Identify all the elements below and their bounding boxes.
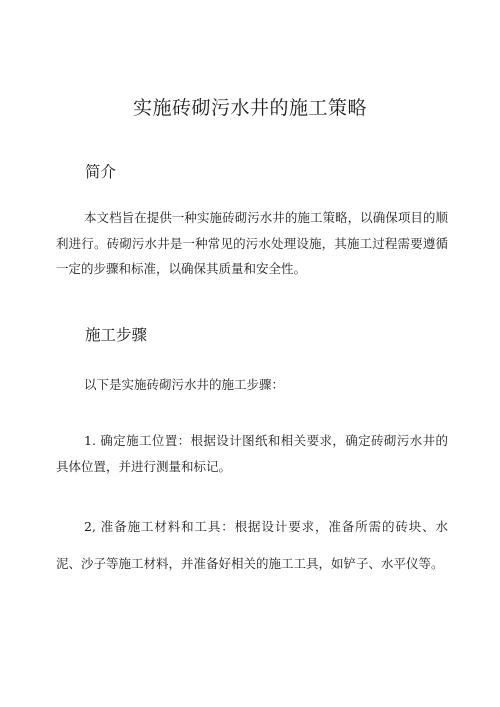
steps-intro-paragraph: 以下是实施砖砌污水井的施工步骤： (84, 377, 285, 392)
step-1-paragraph: 1. 确定施工位置：根据设计图纸和相关要求，确定砖砌污水井的具体位置，并进行测量和标记。 (56, 433, 448, 474)
section-heading-steps: 施工步骤 (85, 326, 148, 344)
intro-paragraph: 本文档旨在提供一种实施砖砌污水井的施工策略，以确保项目的顺利进行。砖砌污水井是一种常见的污水处理设施，其施工过程需要遵循一定的步骤和标准，以确保其质量和安全性。 (56, 210, 448, 276)
document-title: 实施砖砌污水井的施工策略 (132, 97, 367, 119)
step-2-paragraph: 2, 准备施工材料和工具：根据设计要求，准备所需的砖块、水泥、沙子等施工材料，并准备好相关的施工工具，如铲子、水平仪等。 (56, 519, 448, 571)
section-heading-intro: 简介 (85, 163, 117, 181)
